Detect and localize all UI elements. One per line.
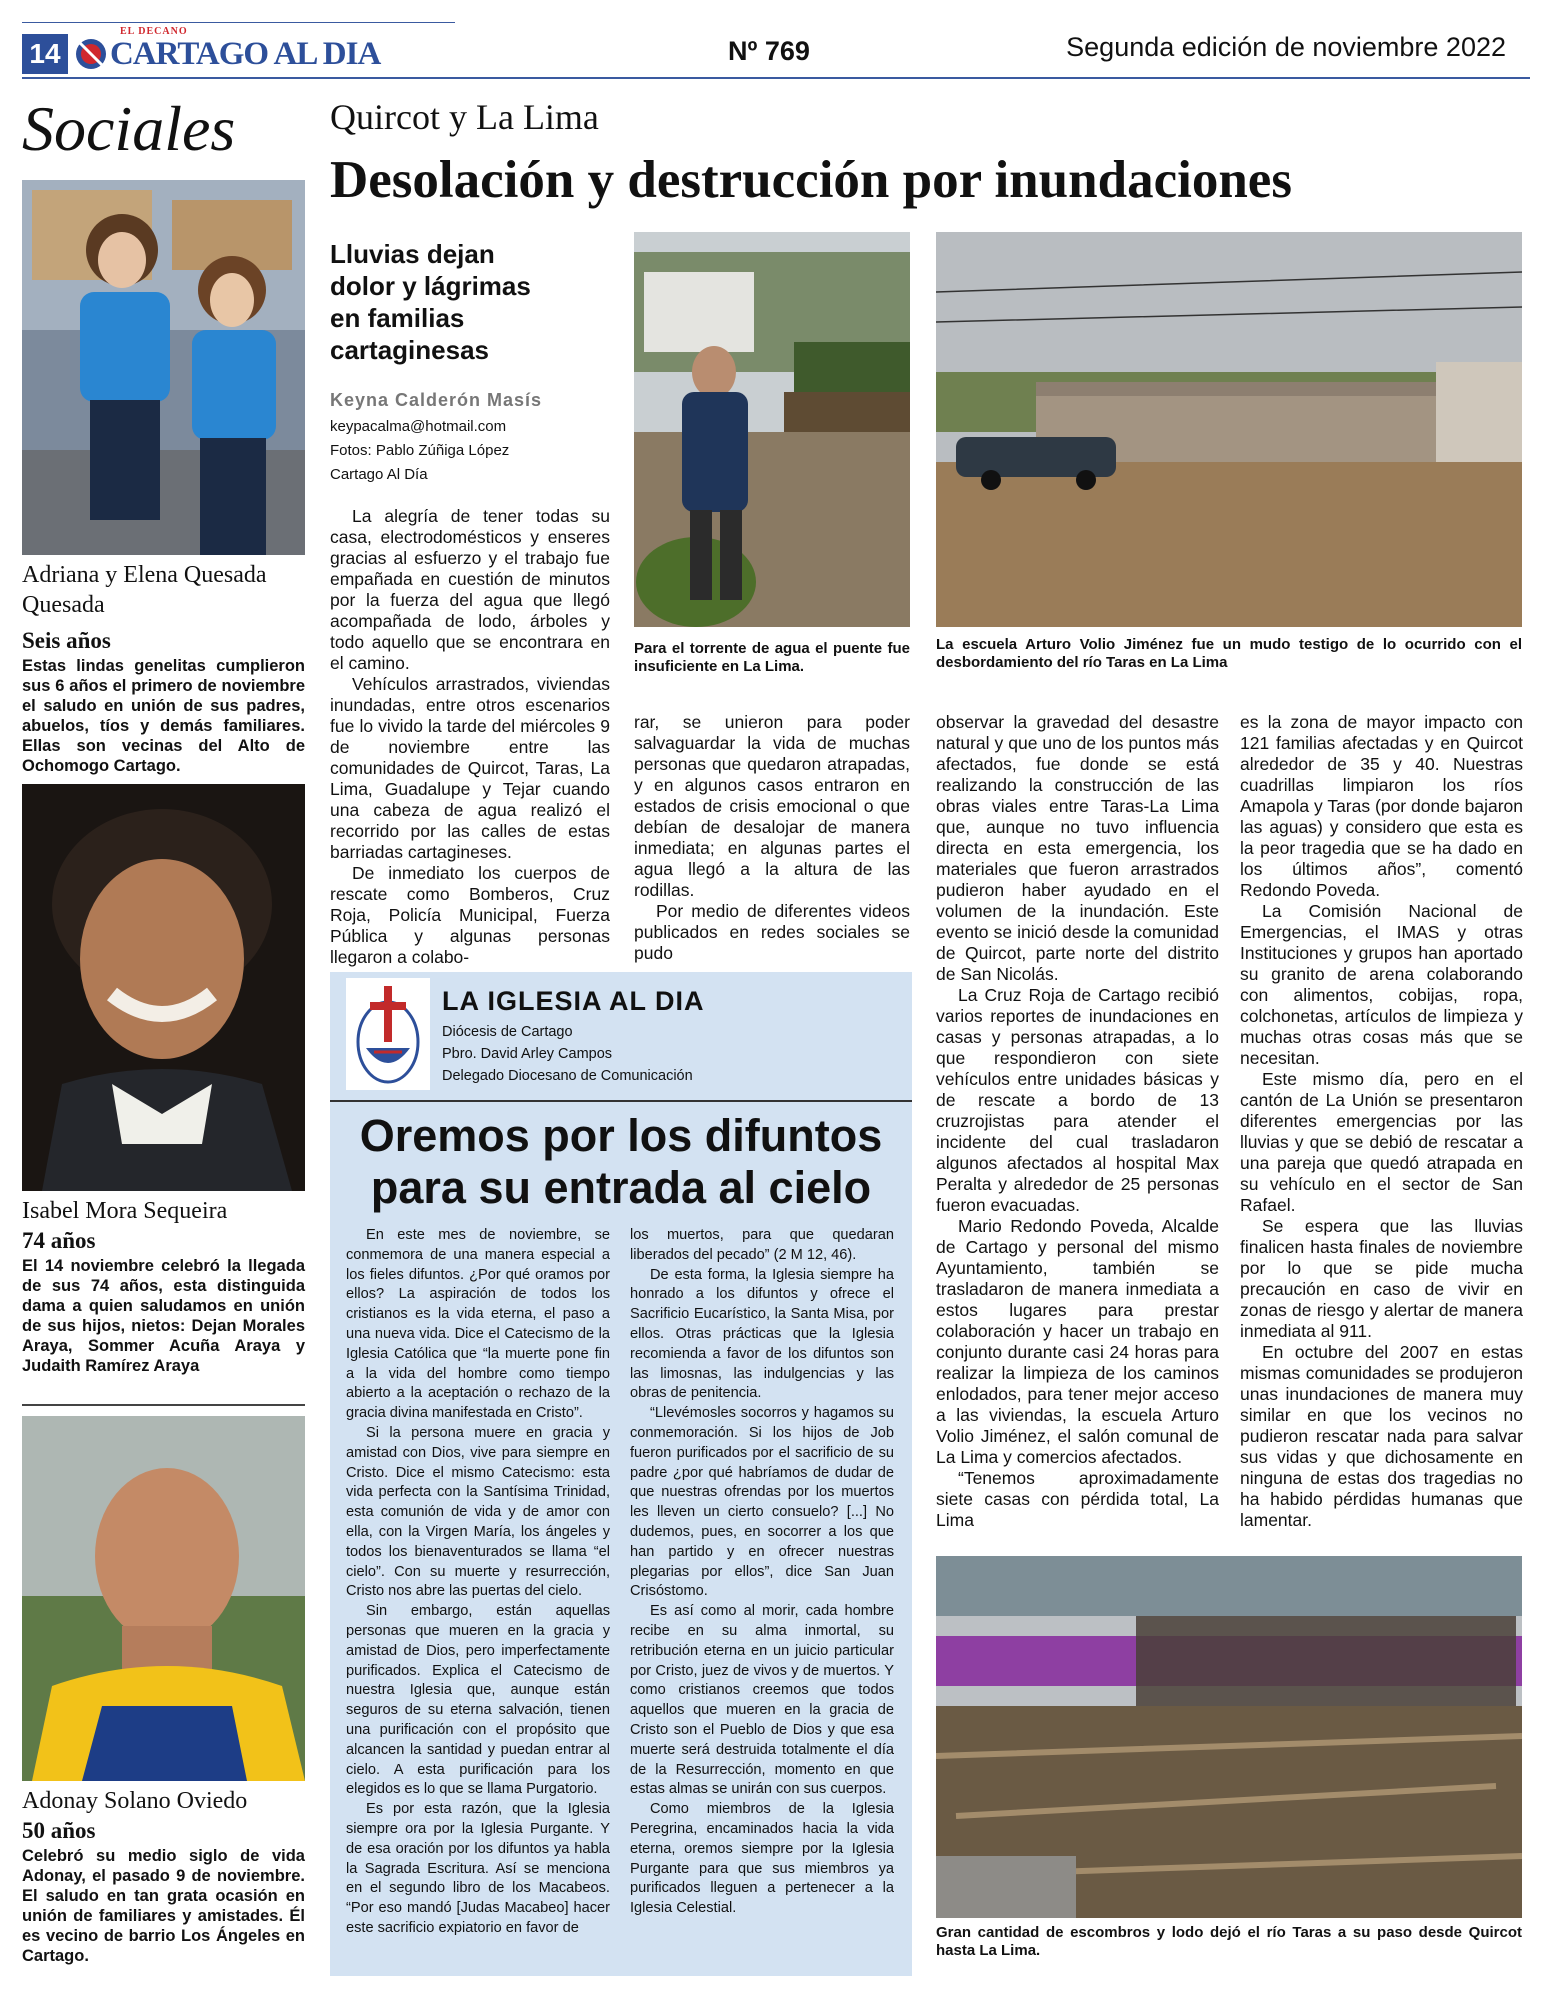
- church-paragraph: Si la persona muere en gracia y amistad con Dios, vive para siempre en Cristo. Dice el mismo Catecismo: esta vida perfecta con la Santísima Trinidad, esta comunión de vida y de amor con ella, con la Virgen María, los ángeles y todos los bienaventurados se llama “el cielo”. Con su muerte y resurrección, Cristo nos abre las puertas del cielo.: [346, 1424, 610, 1600]
- article-paragraph: Se espera que las lluvias finalicen hasta finales de noviembre por lo que se pide mucha precaución en caso de vivir en zonas de riesgo y alertar de manera inmediata al 911.: [1240, 1216, 1523, 1341]
- church-header-rule: [330, 1100, 912, 1102]
- header-rule: [22, 77, 1530, 79]
- caption-debris: Gran cantidad de escombros y lodo dejó el río Taras a su paso desde Quircot hasta La Lima.: [936, 1924, 1522, 1959]
- logo-small-text: EL DECANO: [120, 26, 188, 37]
- church-paragraph: “Llevémosles socorros y hagamos su conmemoración. Si los hijos de Job fueron purificados por el sacrificio de su padre ¿por qué habríamos de dudar de que nuestras ofrendas por los muertos les lleven un cierto consuelo? [...] No dudemos, pues, en socorrer a los que han partido y en ofrecer nuestras plegarias por ellos”, dice San Juan Crisóstomo.: [630, 1405, 894, 1600]
- caption-school: La escuela Arturo Volio Jiménez fue un mudo testigo de lo ocurrido con el desbordamiento del río Taras en La Lima: [936, 636, 1522, 671]
- sociales-age-2: 74 años: [22, 1228, 96, 1253]
- photo-bridge-flood: [634, 232, 910, 627]
- article-headline: Desolación y destrucción por inundaciones: [330, 151, 1292, 209]
- logo: [74, 26, 381, 76]
- article-col-3: [936, 712, 1219, 1531]
- church-col-2: [630, 1226, 894, 1919]
- church-diocese: Diócesis de Cartago: [442, 1024, 573, 1040]
- church-paragraph: En este mes de noviembre, se conmemora de una manera especial a los fieles difuntos. ¿Por qué oramos por ellos? La aspiración de todos los cristianos es la vida eterna, el paso a una nueva vida. Dice el Catecismo de la Iglesia Católica que “la muerte pone fin a la vida del hombre como tiempo abierto a la aceptación o rechazo de la gracia divina manifestada en Cristo”.: [346, 1227, 610, 1422]
- sociales-age-1: Seis años: [22, 628, 111, 653]
- church-paragraph: Es por esta razón, que la Iglesia siempre ora por la Iglesia Purgante. Y de esa oración por los difuntos ya habla la Sagrada Escritura. Así se menciona en el segundo libro de los Macabeos. “Por eso mandó [Judas Macabeo] hacer este sacrificio expiatorio en favor de: [346, 1801, 610, 1936]
- edition-date: Segunda edición de noviembre 2022: [1066, 32, 1506, 62]
- article-paragraph: es la zona de mayor impacto con 121 familias afectadas y en Quircot alrededor de 35 y 40. Nuestras cuadrillas limpiaron los ríos Amapola y Taras (por donde bajaron las aguas) y considero que esta es la peor tragedia que se ha dado en los últimos años”, comentó Redondo Poveda.: [1240, 712, 1523, 900]
- church-seal: [346, 978, 430, 1090]
- church-paragraph: Como miembros de la Iglesia Peregrina, encaminados hacia la vida eterna, oremos siempre por la Iglesia Purgante para que sus miembros ya purificados lleguen a pertenecer a la Iglesia Celestial.: [630, 1801, 894, 1917]
- photo-school-flood: [936, 232, 1522, 627]
- article-paragraph: “Tenemos aproximadamente siete casas con pérdida total, La Lima: [936, 1468, 1219, 1530]
- article-photos-credit: Fotos: Pablo Zúñiga López: [330, 442, 510, 459]
- header-top-rule: [22, 22, 455, 23]
- issue-number: Nº 769: [728, 36, 810, 66]
- logo-emblem-icon: [74, 32, 108, 72]
- article-col-2: [634, 712, 910, 964]
- article-paragraph: Mario Redondo Poveda, Alcalde de Cartago y personal del mismo Ayuntamiento, también se trasladaron de manera inmediata a estos lugares para prestar colaboración y hacer un trabajo en conjunto durante casi 24 horas para realizar la limpieza de los caminos enlodados, para tener mejor acceso a las viviendas, la escuela Arturo Volio Jiménez, el salón comunal de La Lima y comercios afectados.: [936, 1216, 1219, 1467]
- caption-bridge: Para el torrente de agua el puente fue insuficiente en La Lima.: [634, 640, 910, 675]
- article-paragraph: Por medio de diferentes videos publicados en redes sociales se pudo: [634, 901, 910, 963]
- church-priest: Pbro. David Arley Campos: [442, 1046, 613, 1062]
- church-paragraph: De esta forma, la Iglesia siempre ha honrado a los difuntos y ofrece el Sacrificio Eucarístico, la Santa Misa, por ellos. Otras prácticas que la Iglesia recomienda a favor de los difuntos son las limosnas, las indulgencias y las obras de penitencia.: [630, 1266, 894, 1402]
- page-number: 14: [22, 34, 68, 74]
- photo-isabel: [22, 784, 305, 1191]
- diocese-seal-icon: [346, 978, 430, 1090]
- sociales-name-1: Adriana y Elena Quesada Quesada: [22, 562, 267, 618]
- sociales-title: Sociales: [22, 93, 236, 164]
- sociales-divider: [22, 1404, 305, 1406]
- article-paragraph: De inmediato los cuerpos de rescate como Bomberos, Cruz Roja, Policía Municipal, Fuerza Pública y algunas personas llegaron a colabo-: [330, 863, 610, 967]
- church-paragraph: los muertos, para que quedaran liberados del pecado” (2 M 12, 46).: [630, 1227, 894, 1263]
- article-paragraph: observar la gravedad del desastre natural y que uno de los puntos más afectados, fue donde se está realizando la construcción de las obras viales entre Taras-La Lima que, aunque no tuvo influencia directa en esta emergencia, los materiales que fueron arrastrados pudieron haber ayudado en el volumen de la inundación. Este evento se inició desde la comunidad de Quircot, parte norte del distrito de San Nicolás.: [936, 712, 1219, 984]
- article-paragraph: La Cruz Roja de Cartago recibió varios reportes de inundaciones en casas y personas atrapadas, a lo que respondieron con siete vehículos entre unidades básicas y de rescate a bordo de 13 cruzrojistas para atender el incidente del cual trasladaron algunos afectados al hospital Max Peralta y alrededor de 25 personas fueron evacuadas.: [936, 985, 1219, 1215]
- sociales-name-2: Isabel Mora Sequeira: [22, 1198, 228, 1224]
- article-paragraph: Vehículos arrastrados, viviendas inundadas, entre otros escenarios fue lo vivido la tarde del miércoles 9 de noviembre entre las comunidades de Quircot, Taras, La Lima, Guadalupe y Tejar cuando una cabeza de agua realizó el recorrido por las calles de estas barriadas cartagineses.: [330, 674, 610, 862]
- sociales-text-1: Estas lindas genelitas cumplieron sus 6 años el primero de noviembre el saludo en unión de sus padres, abuelos, tíos y demás familiares. Ellas son vecinas del Alto de Ochomogo Cartago.: [22, 657, 305, 775]
- church-paragraph: Sin embargo, están aquellas personas que mueren en la gracia y amistad de Dios, pero imperfectamente purificados. Explica el Catecismo de nuestra Iglesia que, aunque están seguros de su eterna salvación, tienen una purificación con el propósito que alcancen la santidad y puedan entrar al cielo. A esta purificación para los elegidos es lo que se llama Purgatorio.: [346, 1603, 610, 1798]
- article-kicker: Quircot y La Lima: [330, 97, 599, 137]
- sociales-age-3: 50 años: [22, 1818, 96, 1843]
- sociales-text-2: El 14 noviembre celebró la llegada de sus 74 años, esta distinguida dama a quien saludamos en unión de sus hijos, nietos: Dejan Morales Araya, Sommer Acuña Araya y Judaith Ramírez Araya: [22, 1257, 305, 1375]
- church-section-title: LA IGLESIA AL DIA: [442, 986, 705, 1016]
- logo-main-text: CARTAGO AL DIA: [110, 36, 381, 72]
- sociales-text-3: Celebró su medio siglo de vida Adonay, el pasado 9 de noviembre. El saludo en tan grata ocasión en unión de familiares y amistades. Él es vecino de barrio Los Ángeles en Cartago.: [22, 1847, 305, 1965]
- sociales-name-3: Adonay Solano Oviedo: [22, 1788, 248, 1814]
- article-email: keypacalma@hotmail.com: [330, 418, 507, 435]
- church-title-line-1: Oremos por los difuntos: [359, 1110, 883, 1161]
- article-col-4: [1240, 712, 1523, 1531]
- article-outlet: Cartago Al Día: [330, 466, 428, 483]
- photo-adriana-elena: [22, 180, 305, 555]
- article-paragraph: La alegría de tener todas su casa, electrodomésticos y enseres gracias al esfuerzo y el trabajo fue empañada en cuestión de minutos por la fuerza del agua que llegó acompañada de lodo, árboles y todo aquello que se encontrara en el camino.: [330, 506, 610, 673]
- photo-debris: [936, 1556, 1522, 1918]
- photo-adonay: [22, 1416, 305, 1781]
- article-col-1: [330, 506, 610, 968]
- article-author: Keyna Calderón Masís: [330, 390, 543, 410]
- article-paragraph: En octubre del 2007 en estas mismas comunidades se produjeron unas inundaciones de manera muy similar en que los vecinos no pudieron rescatar nada para salvar sus vidas y que dichosamente en ninguna de estas dos tragedias no ha habido pérdidas humanas que lamentar.: [1240, 1342, 1523, 1530]
- article-deck: Lluvias dejan dolor y lágrimas en familias cartaginesas: [330, 239, 531, 365]
- church-col-1: [346, 1226, 610, 1939]
- church-role: Delegado Diocesano de Comunicación: [442, 1068, 693, 1084]
- church-title-line-2: para su entrada al cielo: [370, 1162, 872, 1213]
- church-paragraph: Es así como al morir, cada hombre recibe en su alma inmortal, su retribución eterna en un juicio particular por Cristo, juez de vivos y de muertos. Y como cristianos creemos que todos aquellos que mueren en la gracia de Cristo son el Pueblo de Dios y que esa muerte será destruida totalmente el día de la Resurrección, momento en que estas almas se unirán con sus cuerpos.: [630, 1603, 894, 1798]
- church-title: [330, 1110, 912, 1214]
- article-paragraph: La Comisión Nacional de Emergencias, el IMAS y otras Instituciones y grupos han aportado su granito de arena colaborando con alimentos, cobijas, ropa, colchonetas, artículos de limpieza y muchas otras cosas más que se necesitan.: [1240, 901, 1523, 1068]
- article-paragraph: rar, se unieron para poder salvaguardar la vida de muchas personas que quedaron atrapadas, y en algunos casos entraron en estados de crisis emocional o que debían de desalojar de manera inmediata; en algunas partes el agua llegó a la altura de las rodillas.: [634, 712, 910, 900]
- article-paragraph: Este mismo día, pero en el cantón de La Unión se presentaron diferentes emergencias por las lluvias y que se debió de rescatar a una pareja que quedó atrapada en su vehículo en el sector de San Rafael.: [1240, 1069, 1523, 1215]
